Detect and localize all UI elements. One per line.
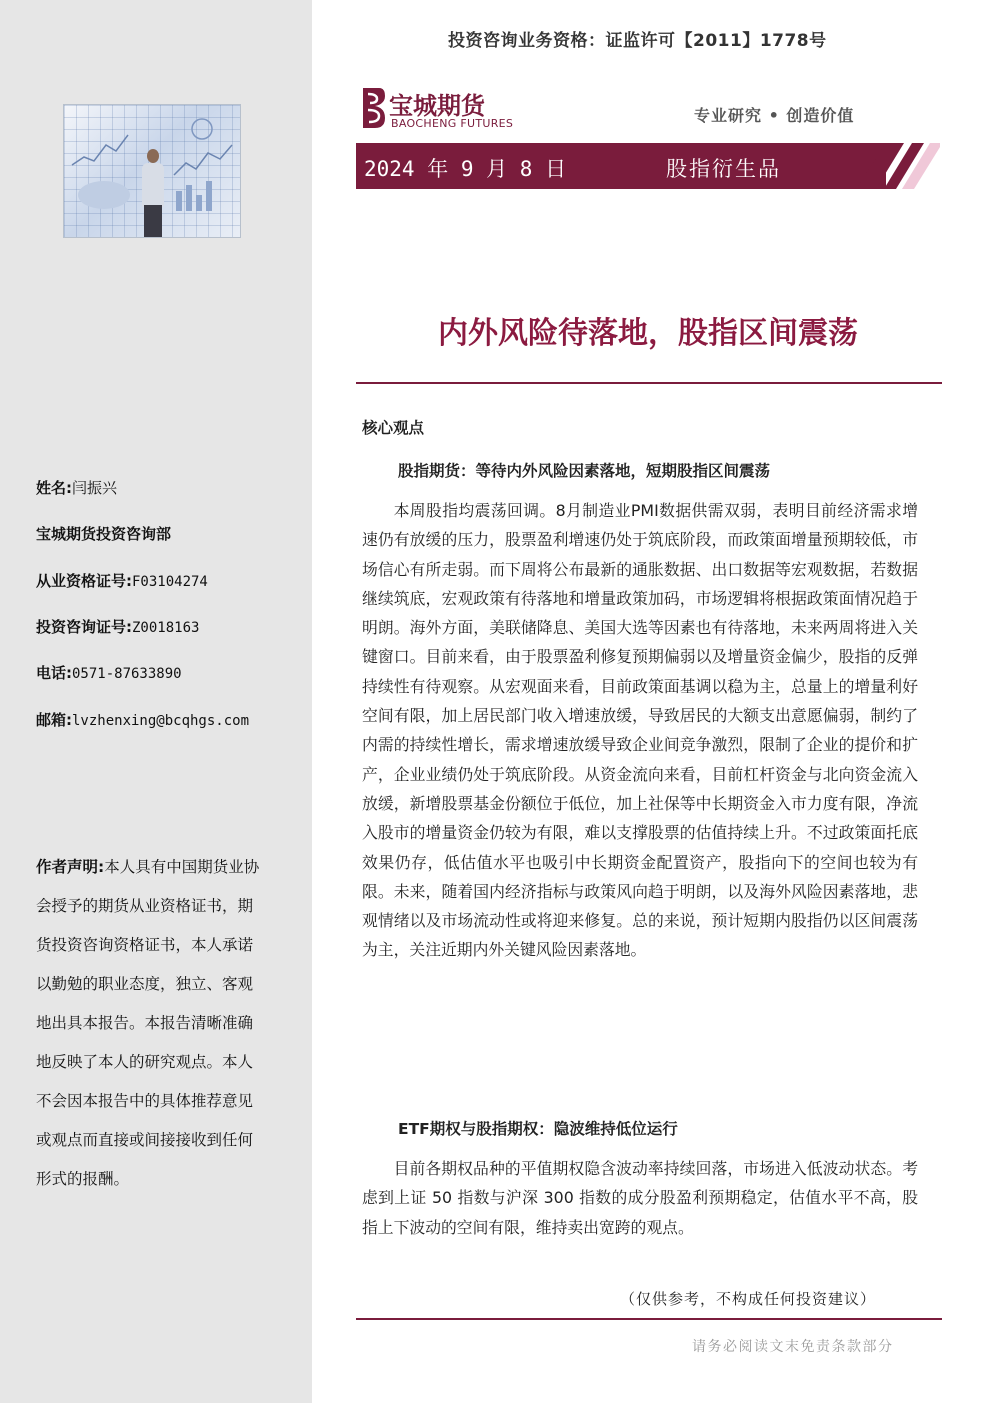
hero-image (63, 104, 241, 238)
person-head-icon (147, 149, 159, 163)
report-category: 股指衍生品 (666, 157, 781, 181)
sidebar (0, 0, 312, 1403)
section2-paragraph: 目前各期权品种的平值期权隐含波动率持续回落，市场进入低波动状态。考虑到上证 50 指数与沪深 300 指数的成分股盈利预期稳定，估值水平不高，股指上下波动的空间有限，维持卖出宽跨的观点。 (362, 1159, 918, 1237)
core-heading: 核心观点 (362, 419, 425, 437)
title-divider (356, 382, 942, 384)
disclaimer: （仅供参考，不构成任何投资建议） (620, 1290, 877, 1308)
footer-divider (356, 1318, 942, 1320)
qualification-text: 投资咨询业务资格：证监许可【2011】1778号 (448, 31, 827, 51)
email: 邮箱:lvzhenxing@bcqhgs.com (36, 711, 250, 729)
logo-english: BAOCHENG FUTURES (391, 117, 514, 130)
section1-heading: 股指期货：等待内外风险因素落地，短期股指区间震荡 (398, 462, 771, 480)
license-number: 从业资格证号:F03104274 (36, 572, 208, 590)
person-body-icon (142, 163, 164, 207)
section2-heading: ETF期权与股指期权：隐波维持低位运行 (398, 1120, 678, 1138)
analyst-name: 姓名:闫振兴 (36, 479, 118, 497)
person-legs-icon (144, 205, 162, 237)
section1-paragraph: 本周股指均震荡回调。8月制造业PMI数据供需双弱，表明目前经济需求增速仍有放缓的压力，股票盈利增速仍处于筑底阶段，而政策面增量预期较低，市场信心有所走弱。而下周将公布最新的通胀数据、出口数据等宏观数据，若数据继续筑底，宏观政策有待落地和增量政策加码，市场逻辑将根据政策面情况趋于明朗。海外方面，美联储降息、美国大选等因素也有待落地，未来两周将进入关键窗口。目前来看，由于股票盈利修复预期偏弱以及增量资金偏少，股指的反弹持续性有待观察。从宏观面来看，目前政策面基调以稳为主，总量上的增量利好空间有限，加上居民部门收入增速放缓，导致居民的大额支出意愿偏弱，制约了内需的持续性增长，需求增速放缓导致企业间竞争激烈，限制了企业的提价和扩产，企业业绩仍处于筑底阶段。从资金流向来看，目前杠杆资金与北向资金流入放缓，新增股票基金份额位于低位，加上社保等中长期资金入市力度有限，净流入股市的增量资金仍较为有限，难以支撑股票的估值持续上升。不过政策面托底效果仍存，低估值水平也吸引中长期资金配置资产，股指向下的空间也较为有限。未来，随着国内经济指标与政策风向趋于明朗，以及海外风险因素落地，悲观情绪以及市场流动性或将迎来修复。总的来说，预计短期内股指仍以区间震荡为主，关注近期内外关键风险因素落地。 (362, 501, 918, 960)
logo-chinese: 宝城期货 (389, 91, 485, 120)
department: 宝城期货投资咨询部 (36, 525, 172, 543)
author-statement: 作者声明:本人具有中国期货业协会授予的期货从业资格证书，期货投资咨询资格证书，本人承诺以勤勉的职业态度，独立、客观地出具本报告。本报告清晰准确地反映了本人的研究观点。本人不会因本报告中的具体推荐意见或观点而直接或间接接收到任何形式的报酬。 (36, 858, 260, 1188)
advisory-number: 投资咨询证号:Z0018163 (36, 618, 200, 636)
footer-note: 请务必阅读文末免责条款部分 (692, 1339, 894, 1355)
report-date: 2024 年 9 月 8 日 (364, 157, 567, 181)
report-title: 内外风险待落地，股指区间震荡 (438, 316, 858, 351)
slogan: 专业研究 • 创造价值 (694, 106, 855, 125)
date-banner (356, 143, 940, 189)
phone: 电话:0571-87633890 (36, 664, 182, 682)
logo-mark-icon (357, 84, 387, 130)
